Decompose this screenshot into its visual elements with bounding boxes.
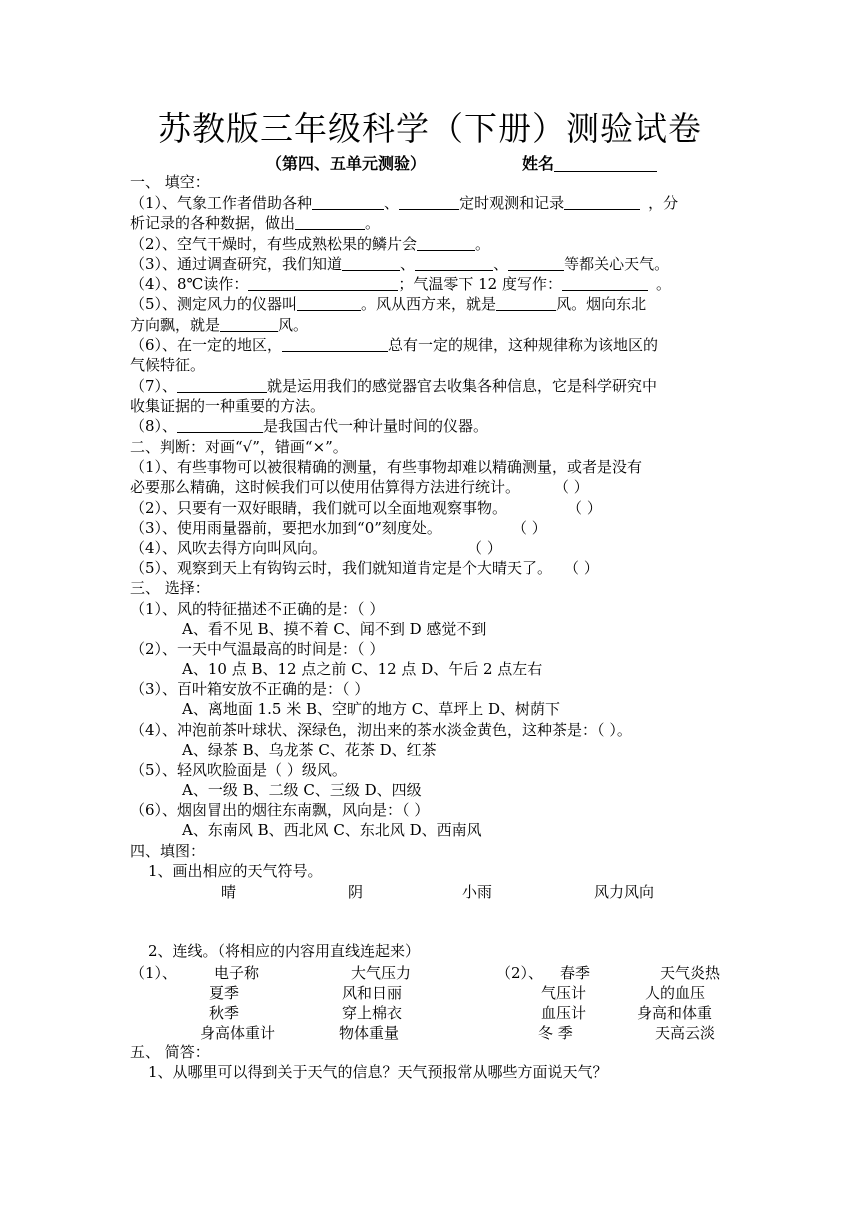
blank[interactable]	[415, 256, 493, 271]
match-g1-left-item[interactable]: 电子称	[214, 964, 260, 982]
match-g2-left-item[interactable]: 血压计	[541, 1004, 587, 1022]
choice-q4-options: A、绿茶 B、乌龙茶 C、花茶 D、红茶	[182, 741, 437, 759]
judge-q1-line1: （1）、有些事物可以被很精确的测量，有些事物却难以精确测量，或者是没有	[130, 458, 643, 476]
match-g1-left-item[interactable]: 身高体重计	[200, 1024, 276, 1042]
judge-q5: （5）、观察到天上有钩钩云时，我们就知道肯定是个大晴天了。 （ ）	[130, 559, 599, 577]
choice-q1: （1）、风的特征描述不正确的是：（ ）	[130, 600, 385, 618]
match-g1-left-item[interactable]: 夏季	[209, 984, 240, 1002]
choice-q4: （4）、冲泡前茶叶球状、深绿色，沏出来的茶水淡金黄色，这种茶是：（ ）。	[130, 721, 632, 739]
blank[interactable]	[177, 378, 267, 393]
blank[interactable]	[496, 296, 556, 311]
match-g2-left-item[interactable]: 春季	[560, 964, 591, 982]
section5-heading: 五、 简答：	[130, 1043, 210, 1061]
match-g1-right-item[interactable]: 物体重量	[339, 1024, 400, 1042]
fill-q1-line2: 析记录的各种数据，做出 。	[130, 214, 381, 232]
match-g2-right-item[interactable]: 身高和体重	[637, 1004, 713, 1022]
match-g2-right-item[interactable]: 天高云淡	[655, 1024, 716, 1042]
section2-heading: 二、判断：对画“√”，错画“×”。	[130, 438, 348, 456]
blank[interactable]	[295, 215, 365, 230]
judge-q1-line2: 必要那么精确，这时候我们可以使用估算得方法进行统计。 （ ）	[130, 478, 589, 496]
match-g1-right-item[interactable]: 风和日丽	[342, 984, 403, 1002]
blank[interactable]	[312, 195, 384, 210]
blank[interactable]	[399, 195, 459, 210]
judge-q3: （3）、使用雨量器前，要把水加到“0”刻度处。 （ ）	[130, 519, 547, 537]
match-g2-left-item[interactable]: 气压计	[541, 984, 587, 1002]
choice-q5-options: A、一级 B、二级 C、三级 D、四级	[182, 781, 422, 799]
choice-q6-options: A、东南风 B、西北风 C、东北风 D、西南风	[182, 821, 482, 839]
choice-q6: （6）、烟囱冒出的烟往东南飘，风向是：（ ）	[130, 801, 430, 819]
fill-q5-line1: （5）、测定风力的仪器叫 。风从西方来，就是 风。烟向东北	[130, 295, 647, 313]
blank[interactable]	[282, 337, 388, 352]
answer-paren[interactable]: （ ）	[511, 519, 547, 537]
fill-q1-line1: （1）、气象工作者借助各种 、 定时观测和记录 ，分	[130, 194, 679, 212]
fill-q7-line1: （7）、 就是运用我们的感觉器官去收集各种信息，它是科学研究中	[130, 377, 658, 395]
fill-q4: （4）、8℃读作： ；气温零下 12 度写作： 。	[130, 275, 672, 293]
choice-q5: （5）、轻风吹脸面是（ ）级风。	[130, 761, 347, 779]
blank[interactable]	[297, 296, 361, 311]
short-answer-q1: 1、从哪里可以得到关于天气的信息？天气预报常从哪些方面说天气？	[148, 1063, 608, 1081]
answer-paren[interactable]: （ ）	[567, 499, 602, 517]
judge-q4: （4）、风吹去得方向叫风向。 （ ）	[130, 539, 502, 557]
blank[interactable]	[177, 418, 263, 433]
blank[interactable]	[248, 276, 398, 291]
fill-q3: （3）、通过调查研究，我们知道 、 、 等都关心天气。	[130, 255, 670, 273]
fill-q8: （8）、 是我国古代一种计量时间的仪器。	[130, 417, 489, 435]
choice-q3-options: A、离地面 1.5 米 B、空旷的地方 C、草坪上 D、树荫下	[182, 700, 561, 718]
matching-instruction: 2、连线。（将相应的内容用直线连起来）	[148, 942, 421, 960]
section4-heading: 四、填图：	[130, 842, 206, 860]
blank[interactable]	[508, 256, 564, 271]
name-field[interactable]	[522, 151, 657, 174]
blank[interactable]	[562, 276, 648, 291]
weather-light-rain-label: 小雨	[462, 883, 493, 901]
fill-q7-line2: 收集证据的一种重要的方法。	[130, 397, 326, 415]
blank[interactable]	[417, 236, 475, 251]
match-g2-left-item[interactable]: 冬 季	[538, 1024, 573, 1042]
judge-q2: （2）、只要有一双好眼睛，我们就可以全面地观察事物。 （ ）	[130, 499, 602, 517]
fill-q6-line1: （6）、在一定的地区， 总有一定的规律，这种规律称为该地区的	[130, 336, 659, 354]
fill-q5-line2: 方向飘，就是 风。	[130, 316, 309, 334]
draw-weather-instruction: 1、画出相应的天气符号。	[148, 862, 323, 880]
choice-q2: （2）、一天中气温最高的时间是：（ ）	[130, 640, 385, 658]
match-group1-label: （1）、	[130, 964, 178, 982]
blank[interactable]	[342, 256, 400, 271]
blank[interactable]	[220, 317, 278, 332]
weather-sunny-label: 晴	[221, 883, 237, 901]
answer-paren[interactable]: （ ）	[467, 539, 502, 557]
fill-q6-line2: 气候特征。	[130, 356, 206, 374]
unit-subtitle: （第四、五单元测验）	[266, 154, 427, 173]
answer-paren[interactable]: （ ）	[554, 478, 589, 496]
blank[interactable]	[564, 195, 640, 210]
weather-wind-label: 风力风向	[594, 883, 655, 901]
match-g1-right-item[interactable]: 穿上棉衣	[342, 1004, 403, 1022]
weather-cloudy-label: 阴	[348, 883, 364, 901]
section1-heading: 一、 填空：	[130, 173, 210, 191]
fill-q2: （2）、空气干燥时，有些成熟松果的鳞片会 。	[130, 235, 491, 253]
match-g2-right-item[interactable]: 人的血压	[645, 984, 706, 1002]
match-g1-right-item[interactable]: 大气压力	[351, 964, 412, 982]
match-g2-right-item[interactable]: 天气炎热	[660, 964, 721, 982]
section3-heading: 三、 选择：	[130, 579, 210, 597]
choice-q2-options: A、10 点 B、12 点之前 C、12 点 D、午后 2 点左右	[182, 660, 543, 678]
answer-paren[interactable]: （ ）	[564, 559, 599, 577]
name-label: 姓名	[522, 154, 555, 173]
choice-q3: （3）、百叶箱安放不正确的是：（ ）	[130, 680, 370, 698]
match-group2-label: （2）、	[496, 964, 544, 982]
choice-q1-options: A、看不见 B、摸不着 C、闻不到 D 感觉不到	[182, 620, 487, 638]
page-title: 苏教版三年级科学（下册）测验试卷	[158, 109, 702, 148]
match-g1-left-item[interactable]: 秋季	[209, 1004, 240, 1022]
